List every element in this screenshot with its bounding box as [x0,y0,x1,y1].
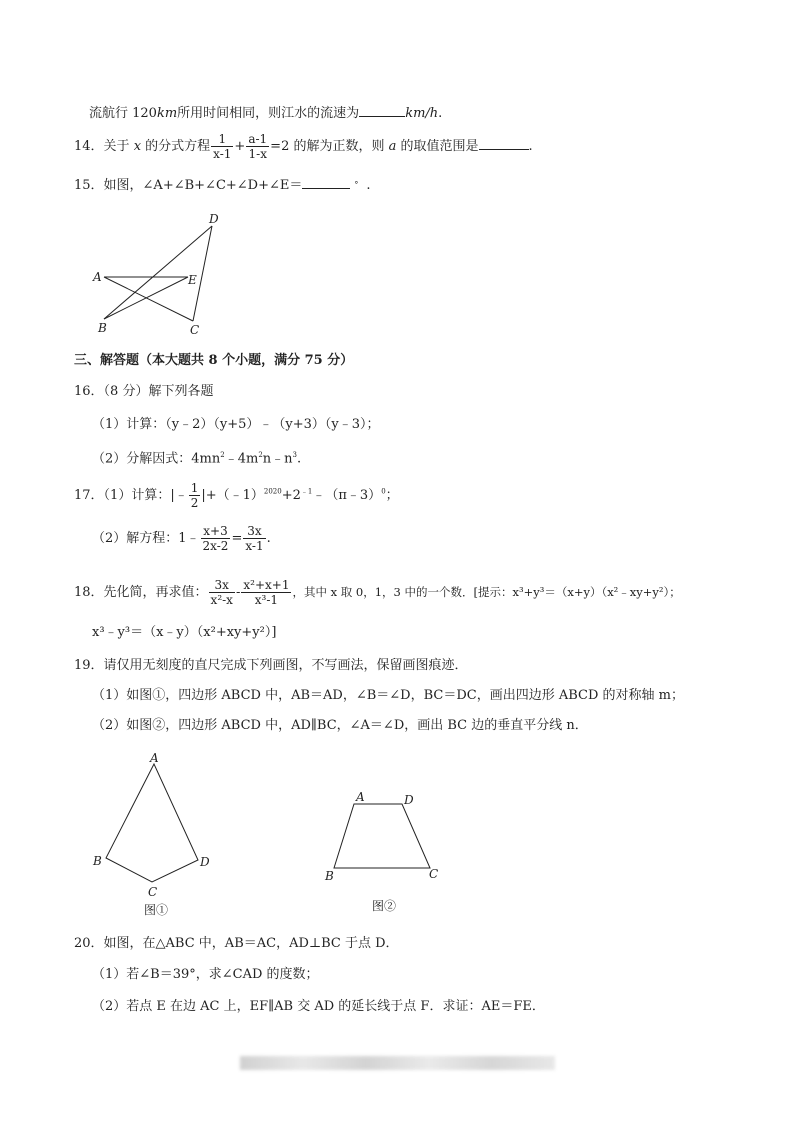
q16-2-f: 3 [292,451,298,459]
q13-unit-km: km [156,106,178,121]
figure-q19-1 [88,748,218,920]
fig2-caption: 图② [372,899,397,913]
q18-f1-den: x²-x [210,593,233,607]
fig1-label-C: C [148,885,158,899]
fig15-label-A: A [93,270,102,284]
q17-2-f1-num: x+3 [203,524,228,538]
q14 [74,132,533,161]
q14-f2-num: a-1 [248,132,268,146]
q14-f1-den: x-1 [213,147,232,161]
q17-part1 [74,481,399,510]
q14-f2-den: 1-x [246,146,269,161]
q16-2-b: 2 [220,451,225,459]
q16: 16．（8 分）解下列各题 [74,384,214,399]
q15-period: . [366,178,371,193]
q17-1-d: +2 [281,488,301,503]
q13-text-a: 流航行 120 [89,106,157,121]
q17-2-fraction-1 [201,524,231,553]
q19-part1: （1）如图①，四边形 ABCD 中，AB＝AD，∠B＝∠D，BC＝DC，画出四边形 ABCD 的对称轴 m； [92,688,684,703]
q17-2-a: （2）解方程：1﹣ [92,531,200,546]
q17-2-f2-den: x-1 [245,539,264,553]
fig2-label-A: A [356,790,365,804]
fig1-caption: 图① [144,903,169,917]
fig1-label-A: A [150,751,159,765]
q15-text-a: 15．如图，∠A+∠B+∠C+∠D+∠E＝ [74,178,303,193]
q14-f1-num: 1 [218,132,227,146]
q17-1-a: 17．（1）计算：|﹣ [74,488,188,503]
q16-2-a: （2）分解因式：4mn [92,451,221,467]
q16-2-g: . [297,451,302,467]
q14-text-a: 14．关于 [74,139,134,154]
figure-q19-2 [320,786,450,916]
q18-a: 18．先化简，再求值： [74,585,208,600]
q16-2-c: ﹣4m [224,451,259,467]
figure-q15 [88,208,228,340]
q13-text-c: 所用时间相同，则江水的流速为 [177,106,360,121]
q17-1-e: ﹣1 [300,487,313,496]
q20-part1: （1）若∠B＝39°，求∠CAD 的度数； [92,967,319,982]
fig2-label-D: D [404,793,414,807]
q17-f-den: 2 [190,496,199,510]
fig15-label-E: E [188,273,197,287]
q14-text-c: 的分式方程 [141,139,211,154]
q14-text-d: =2 的解为正数，则 [270,139,389,154]
q18-minus: - [235,585,241,600]
section-3-heading: 三、解答题（本大题共 8 个小题，满分 75 分） [74,353,354,368]
q17-2-fraction-2 [243,524,265,553]
q20: 20．如图，在△ABC 中，AB＝AC，AD⊥BC 于点 D． [74,936,399,951]
q15 [74,176,371,195]
q15-degree: ° [354,180,359,189]
q16-part1: （1）计算：（y﹣2）（y+5）﹣（y+3）（y﹣3）； [92,417,380,432]
q14-plus: + [234,139,246,154]
q18-fraction-2 [241,578,291,607]
q15-answer-blank[interactable] [302,176,350,189]
q14-answer-blank[interactable] [479,137,529,150]
fig1-label-D: D [200,855,210,869]
q17-1-f: ﹣（π﹣3） [312,488,382,503]
q16-part2 [92,446,301,468]
fig2-label-C: C [429,867,439,881]
q18-f2-den: x³-1 [241,592,291,607]
q14-period: . [528,139,533,154]
q17-1-b: |+（﹣1） [201,488,264,503]
fig1-label-B: B [93,854,102,868]
q20-part2: （2）若点 E 在边 AC 上，EF∥AB 交 AD 的延长线于点 F．求证：AE＝FE． [92,999,545,1014]
footer-watermark [240,1056,555,1070]
q14-text-f: 的取值范围是 [396,139,479,154]
q17-1-g: 0 [381,487,386,496]
q14-var-x: x [133,139,142,154]
q17-part2 [92,524,271,553]
q17-2-f1-den: 2x-2 [202,539,229,553]
fig15-label-D: D [209,212,219,226]
q14-fraction-1 [211,132,233,161]
fig15-label-B: B [98,321,107,335]
q18-fraction-1 [209,578,235,607]
q19: 19．请仅用无刻度的直尺完成下列画图，不写画法，保留画图痕迹． [74,658,468,673]
fig2-label-B: B [325,869,334,883]
q18-f2-num: x²+x+1 [243,578,290,592]
q17-f-num: 1 [190,481,199,495]
q17-2-b: . [266,531,271,546]
q18-hint-cont: x³﹣y³＝（x﹣y）（x²+xy+y²）] [92,625,277,640]
q17-1-c: 2020 [263,487,282,496]
q13-continuation [89,104,442,123]
q14-var-a: a [388,139,397,154]
q16-2-e: n﹣n [262,451,293,467]
q16-2-d: 2 [258,451,263,459]
q18 [74,578,681,607]
q18-b: ，其中 x 取 0，1，3 中的一个数．[提示：x³+y³＝（x+y）（x²﹣xy+y²）； [292,585,681,599]
q13-period: . [438,106,443,121]
q13-unit-kmh: km/h [405,106,439,121]
q18-f1-num: 3x [214,578,229,592]
q14-fraction-2 [246,132,269,161]
fig15-label-C: C [190,323,200,337]
q17-2-eq: = [231,531,243,546]
q17-fraction [189,481,201,510]
q19-part2: （2）如图②，四边形 ABCD 中，AD∥BC，∠A＝∠D，画出 BC 边的垂直平分线 n． [92,718,588,733]
q17-1-h: ； [385,488,399,503]
q17-2-f2-num: 3x [247,524,262,538]
q13-answer-blank[interactable] [359,104,405,117]
